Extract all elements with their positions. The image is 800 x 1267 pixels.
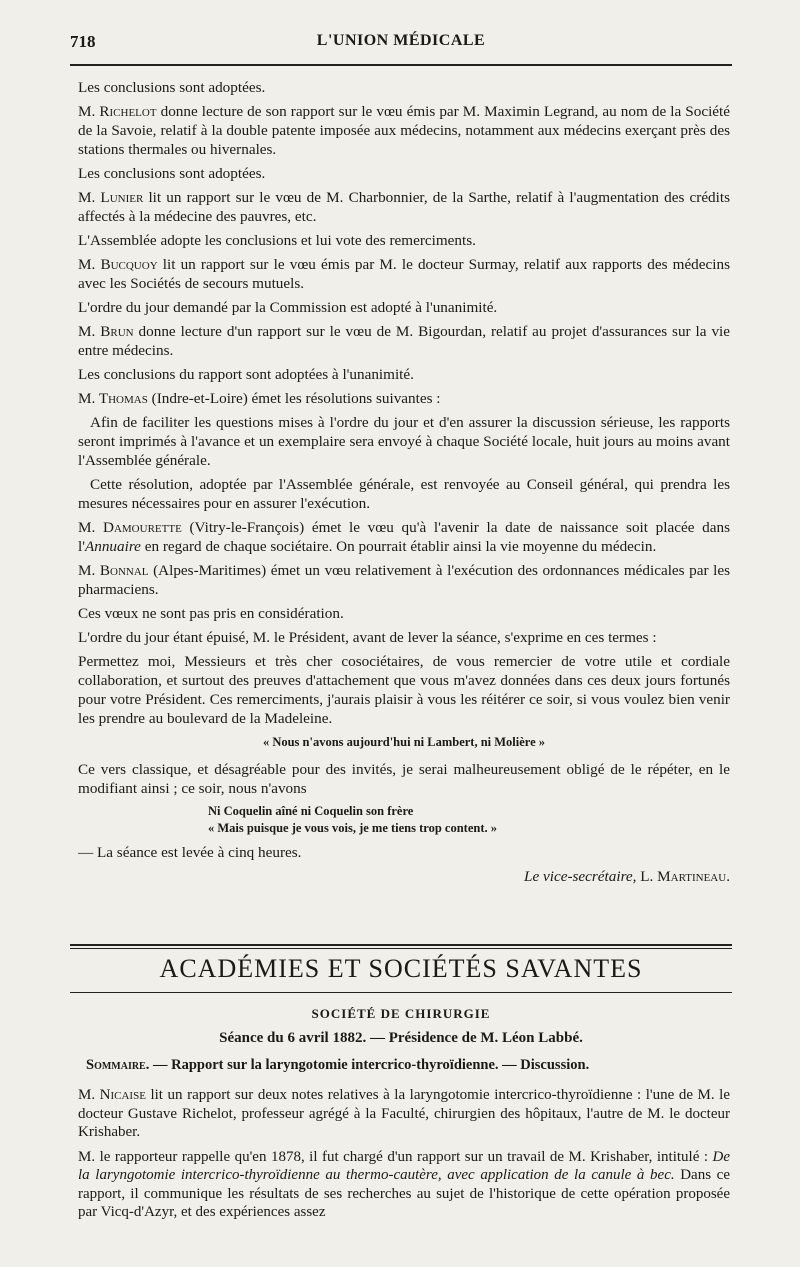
verse-line: « Mais puisque je vous vois, je me tiens trop content. » (208, 821, 498, 835)
paragraph: M. Richelot donne lecture de son rapport sur le vœu émis par M. Maximin Legrand, au nom de la Société de la Savoie, relatif à la double patente imposée aux médecins, notamment aux médecins exerçant près des stations thermales ou hivernales. (78, 103, 730, 158)
page-header (70, 30, 732, 62)
page-number: 718 (70, 32, 96, 51)
paragraph: Les conclusions sont adoptées. (78, 165, 266, 182)
paragraph: M. le rapporteur rappelle qu'en 1878, il fut chargé d'un rapport sur un travail de M. Krishaber, intitulé : De la laryngotomie intercrico-thyroïdienne au thermo-cautère, avec application de la canule à bec. Dans ce rapport, il communique les résultats de ses recherches au sujet de l'historique de cette opération proposée par Vicq-d'Azyr, et des expériences assez (78, 1148, 730, 1220)
session-line: Séance du 6 avril 1882. — Présidence de M. Léon Labbé. (219, 1030, 583, 1046)
paragraph: Afin de faciliter les questions mises à l'ordre du jour et d'en assurer la discussion sérieuse, les rapports seront imprimés à l'avance et un exemplaire sera envoyé à chaque Société locale, huit jours au moins avant l'Assemblée générale. (78, 414, 730, 469)
speaker-name: M. Bonnal (78, 562, 149, 579)
speaker-name: M. Nicaise (78, 1087, 146, 1103)
society-heading: SOCIÉTÉ DE CHIRURGIE (311, 1006, 491, 1021)
paragraph: Permettez moi, Messieurs et très cher cosociétaires, de vous remercier de votre utile et cordiale collaboration, et surtout des preuves d'attachement que vous m'avez données dans ces deux jours fortunés pour votre Président. Ces remerciments, j'aurais plaisir à vous les réitérer ce soir, si vous voulez bien venir les prendre au boulevard de la Madeleine. (78, 653, 730, 727)
paragraph: Les conclusions sont adoptées. (78, 79, 266, 96)
signature: Le vice-secrétaire, L. Martineau. (524, 868, 730, 885)
speaker-name: M. Bucquoy (78, 256, 158, 273)
section-rule-top-thin (70, 948, 732, 949)
paragraph: M. Bucquoy lit un rapport sur le vœu émis par M. le docteur Surmay, relatif aux rapports des médecins avec les Sociétés de secours mutuels. (78, 256, 730, 292)
paragraph: L'ordre du jour demandé par la Commission est adopté à l'unanimité. (78, 299, 498, 316)
society-body (78, 1086, 730, 1228)
paragraph: M. Lunier lit un rapport sur le vœu de M. Charbonnier, de la Sarthe, relatif à l'augmentation des crédits affectés à la médecine des pauvres, etc. (78, 189, 731, 225)
verse-line: Ni Coquelin aîné ni Coquelin son frère (208, 804, 414, 818)
section-rule-top (70, 944, 732, 946)
paragraph: L'ordre du jour étant épuisé, M. le Président, avant de lever la séance, s'exprime en ces termes : (78, 629, 657, 646)
quotation: « Nous n'avons aujourd'hui ni Lambert, ni Molière » (262, 735, 546, 749)
paragraph: L'Assemblée adopte les conclusions et lui vote des remerciments. (78, 232, 476, 249)
paragraph: M. Thomas (Indre-et-Loire) émet les résolutions suivantes : (78, 390, 441, 407)
paragraph: Ces vœux ne sont pas pris en considération. (78, 605, 344, 622)
speaker-name: M. Lunier (78, 189, 144, 206)
section-rule-bottom (70, 992, 732, 993)
paragraph: M. Bonnal (Alpes-Maritimes) émet un vœu relativement à l'exécution des ordonnances médicales par les pharmaciens. (78, 562, 730, 598)
speaker-name: M. Brun (78, 323, 134, 340)
paragraph: Ce vers classique, et désagréable pour des invités, je serai malheureusement obligé de le répéter, en le modifiant ainsi ; ce soir, nous n'avons (78, 761, 730, 797)
speaker-name: M. Richelot (78, 103, 157, 120)
running-title: L'UNION MÉDICALE (316, 32, 486, 49)
paragraph: Les conclusions du rapport sont adoptées à l'unanimité. (78, 366, 414, 383)
header-rule (70, 64, 732, 66)
minutes-body (78, 78, 730, 891)
paragraph: M. Brun donne lecture d'un rapport sur le vœu de M. Bigourdan, relatif au projet d'assurances sur la vie entre médecins. (78, 323, 730, 359)
speaker-name: M. Damourette (78, 519, 182, 536)
speaker-name: M. Thomas (78, 390, 148, 407)
paragraph: Cette résolution, adoptée par l'Assemblée générale, est renvoyée au Conseil général, qui prendra les mesures nécessaires pour en assurer l'exécution. (78, 476, 730, 512)
section-title: ACADÉMIES ET SOCIÉTÉS SAVANTES (159, 954, 643, 983)
paragraph: M. Nicaise lit un rapport sur deux notes relatives à la laryngotomie intercrico-thyroïdienne : l'une de M. le docteur Gustave Richelot, professeur agrégé à la Faculté, chirurgien des hôpitaux, l'autre de M. le docteur Krishaber. (78, 1087, 730, 1140)
paragraph: M. Damourette (Vitry-le-François) émet le vœu qu'à l'avenir la date de naissance soit placée dans l'Annuaire en regard de chaque sociétaire. On pourrait établir ainsi la vie moyenne du médecin. (78, 519, 730, 555)
paragraph: — La séance est levée à cinq heures. (78, 844, 302, 861)
summary-line: Sommaire. — Rapport sur la laryngotomie intercrico-thyroïdienne. — Discussion. (86, 1057, 590, 1073)
